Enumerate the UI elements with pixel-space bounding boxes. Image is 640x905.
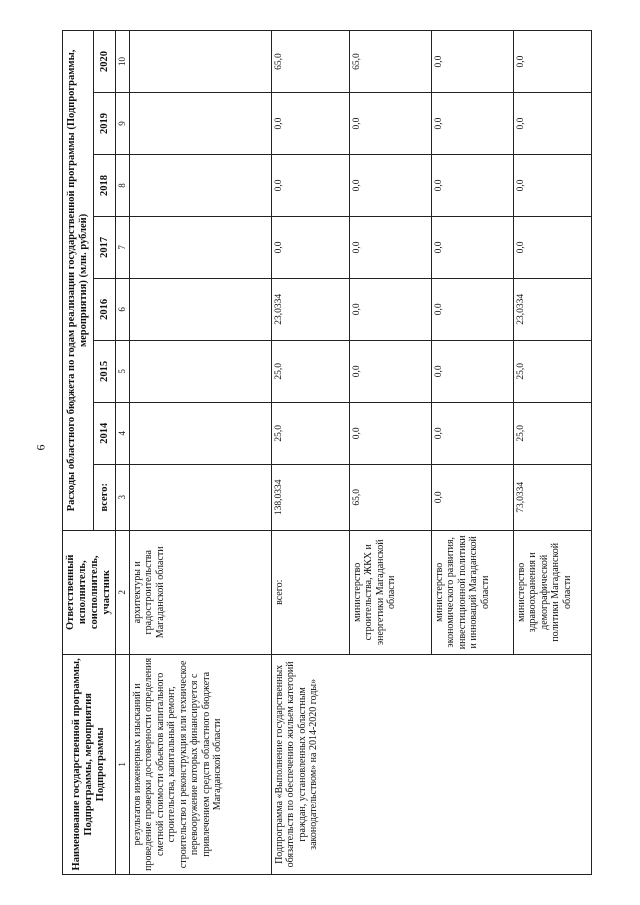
value-2019 <box>129 93 271 155</box>
value-total: 65,0 <box>349 464 431 530</box>
table-row <box>129 31 271 875</box>
value-2020: 65,0 <box>271 31 349 93</box>
value-2016: 23,0334 <box>271 278 349 340</box>
column-number: 7 <box>116 216 129 278</box>
header-program-name: Наименование государственной программы, Подпрограммы, мероприятия Подпрограммы <box>63 654 116 874</box>
header-year: 2014 <box>93 402 115 464</box>
value-2017: 0,0 <box>431 216 513 278</box>
value-2017: 0,0 <box>271 216 349 278</box>
value-2014: 0,0 <box>349 402 431 464</box>
value-2014: 0,0 <box>431 402 513 464</box>
value-2015: 25,0 <box>513 340 591 402</box>
page-number: 6 <box>33 444 48 451</box>
value-2014: 25,0 <box>513 402 591 464</box>
rotated-page-content <box>62 30 578 875</box>
column-number: 2 <box>116 530 129 654</box>
column-number: 9 <box>116 93 129 155</box>
value-2015: 0,0 <box>431 340 513 402</box>
table-row <box>271 31 349 875</box>
value-2018: 0,0 <box>431 154 513 216</box>
value-2015 <box>129 340 271 402</box>
header-year: 2019 <box>93 93 115 155</box>
value-2014: 25,0 <box>271 402 349 464</box>
responsible-party: архитектуры и градостроительства Магаданской области <box>129 530 271 654</box>
header-year: 2020 <box>93 31 115 93</box>
value-2016: 0,0 <box>349 278 431 340</box>
value-2014 <box>129 402 271 464</box>
value-2020: 0,0 <box>431 31 513 93</box>
responsible-party: министерство строительства, ЖКХ и энергетики Магаданской области <box>349 530 431 654</box>
value-2019: 0,0 <box>513 93 591 155</box>
responsible-party: министерство экономического развития, инвестиционной политики и инноваций Магаданской области <box>431 530 513 654</box>
value-2017: 0,0 <box>349 216 431 278</box>
budget-table <box>62 30 592 875</box>
column-number: 6 <box>116 278 129 340</box>
value-2015: 25,0 <box>271 340 349 402</box>
column-number: 5 <box>116 340 129 402</box>
header-year: 2015 <box>93 340 115 402</box>
value-2018: 0,0 <box>349 154 431 216</box>
value-2016: 23,0334 <box>513 278 591 340</box>
header-expenses: Расходы областного бюджета по годам реализации государственной программы (Подпрограммы, мероприятия) (млн. рублей) <box>63 31 94 531</box>
value-2019: 0,0 <box>349 93 431 155</box>
column-number: 10 <box>116 31 129 93</box>
value-2016 <box>129 278 271 340</box>
header-year: 2016 <box>93 278 115 340</box>
value-2016: 0,0 <box>431 278 513 340</box>
value-total: 138,0334 <box>271 464 349 530</box>
value-2019: 0,0 <box>271 93 349 155</box>
numbering-row <box>116 31 129 875</box>
column-number: 4 <box>116 402 129 464</box>
column-number: 8 <box>116 154 129 216</box>
header-responsible: Ответственный исполнитель, соисполнитель, участник <box>63 530 116 654</box>
column-number: 1 <box>116 654 129 874</box>
column-number: 3 <box>116 464 129 530</box>
responsible-party: министерство здравоохранения и демографической политики Магаданской области <box>513 530 591 654</box>
value-total <box>129 464 271 530</box>
value-total: 73,0334 <box>513 464 591 530</box>
value-2015: 0,0 <box>349 340 431 402</box>
value-2020: 0,0 <box>513 31 591 93</box>
header-year: 2018 <box>93 154 115 216</box>
header-year: 2017 <box>93 216 115 278</box>
header-total: всего: <box>93 464 115 530</box>
value-2017: 0,0 <box>513 216 591 278</box>
value-2018: 0,0 <box>513 154 591 216</box>
value-2018: 0,0 <box>271 154 349 216</box>
value-2018 <box>129 154 271 216</box>
value-2017 <box>129 216 271 278</box>
responsible-party: всего: <box>271 530 349 654</box>
value-total: 0,0 <box>431 464 513 530</box>
value-2020: 65,0 <box>349 31 431 93</box>
header-row <box>63 31 94 875</box>
subprogram-name: Подпрограмма «Выполнение государственных обязательств по обеспечению жильем категорий граждан, установленных областным законодательством» на 2014-2020 годы» <box>271 654 591 874</box>
program-name: результатов инженерных изысканий и проведение проверки достоверности определения сметной стоимости объектов капитального строительства, капитальный ремонт, строительство и реконструкция или техническое перевооружение которых финансируется с привлечением средств областного бюджета Магаданской области <box>129 654 271 874</box>
value-2019: 0,0 <box>431 93 513 155</box>
value-2020 <box>129 31 271 93</box>
